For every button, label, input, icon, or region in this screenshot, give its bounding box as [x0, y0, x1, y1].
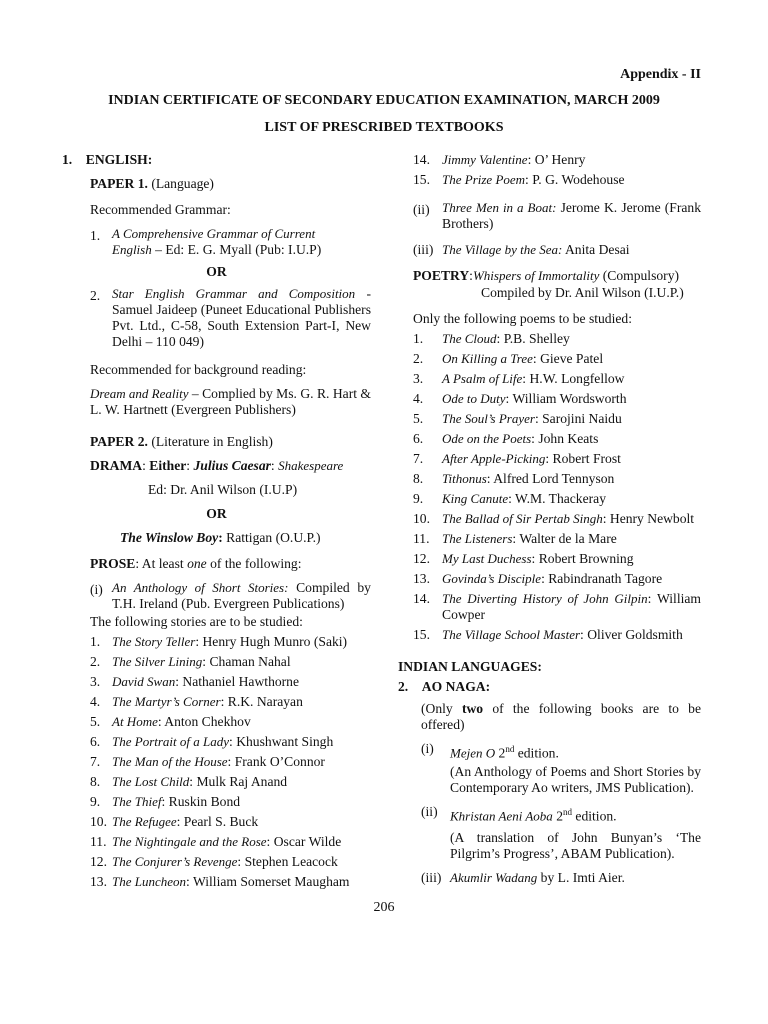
- list-text: Three Men in a Boat: Jerome K. Jerome (Frank Brothers): [442, 200, 701, 231]
- list-item: 4. The Martyr’s Corner: R.K. Narayan: [90, 694, 303, 709]
- ao-book-2-description: (A translation of John Bunyan’s ‘The Pilgrim’s Progress’, ABAM Publication).: [450, 830, 701, 862]
- list-number: (i): [90, 582, 103, 597]
- list-item: 7. The Man of the House: Frank O’Connor: [90, 754, 325, 769]
- list-item: 6. Ode on the Poets: John Keats: [413, 431, 599, 446]
- section-english-heading: [62, 150, 371, 170]
- document-title: INDIAN CERTIFICATE OF SECONDARY EDUCATION EXAMINATION, MARCH 2009: [108, 93, 660, 108]
- list-item: 5. The Soul’s Prayer: Sarojini Naidu: [413, 411, 622, 426]
- list-item: 8. Tithonus: Alfred Lord Tennyson: [413, 471, 615, 486]
- right-column: [398, 150, 701, 888]
- list-item: 1. The Cloud: P.B. Shelley: [413, 331, 570, 346]
- list-number: 2.: [90, 288, 101, 303]
- indian-languages-heading: INDIAN LANGUAGES:: [398, 659, 542, 674]
- section-number: 1.: [62, 152, 73, 167]
- winslow-line: The Winslow Boy: Rattigan (O.U.P.): [120, 530, 321, 545]
- list-item: 12. The Conjurer’s Revenge: Stephen Leacock: [90, 854, 338, 869]
- poetry-compiler: Compiled by Dr. Anil Wilson (I.U.P.): [481, 285, 684, 300]
- background-reading-label: Recommended for background reading:: [90, 362, 307, 377]
- grammar-item-1: [62, 226, 371, 258]
- list-text: Star English Grammar and Composition - Samuel Jaideep (Puneet Educational Publishers Pvt. Ltd., C-58, South Extension Part-I, New Delhi – 110 049): [112, 286, 371, 349]
- list-item: 11. The Nightingale and the Rose: Oscar Wilde: [90, 834, 342, 849]
- ao-naga-heading: 2. AO NAGA:: [398, 679, 491, 694]
- or-divider: OR: [206, 506, 227, 521]
- paper2-note: (Literature in English): [151, 434, 273, 449]
- background-reading-text: Dream and Reality – Complied by Ms. G. R. Hart & L. W. Hartnett (Evergreen Publishers): [90, 386, 371, 417]
- page-number: 206: [373, 900, 395, 915]
- prose-line: PROSE: At least one of the following:: [90, 556, 302, 571]
- list-item: 3. David Swan: Nathaniel Hawthorne: [90, 674, 300, 689]
- list-item: 9. The Thief: Ruskin Bond: [90, 794, 241, 809]
- list-item: 13. The Luncheon: William Somerset Maugham: [90, 874, 350, 889]
- recommended-grammar-label: Recommended Grammar:: [90, 202, 231, 217]
- ao-book-1-description: (An Anthology of Poems and Short Stories by Contemporary Ao writers, JMS Publication).: [450, 763, 701, 795]
- list-text: An Anthology of Short Stories: Compiled by T.H. Ireland (Pub. Evergreen Publications): [112, 580, 371, 611]
- list-item: 10. The Refugee: Pearl S. Buck: [90, 814, 259, 829]
- list-text: A Comprehensive Grammar of Current English – Ed: E. G. Myall (Pub: I.U.P): [112, 226, 322, 257]
- paper1-note: (Language): [151, 176, 214, 191]
- list-item: 6. The Portrait of a Lady: Khushwant Singh: [90, 734, 334, 749]
- list-item: 15. The Prize Poem: P. G. Wodehouse: [413, 172, 625, 187]
- list-item: 10. The Ballad of Sir Pertab Singh: Henry Newbolt: [413, 511, 695, 526]
- paper1-label: PAPER 1.: [90, 176, 148, 191]
- ao-book-2: (ii) Khristan Aeni Aoba 2nd edition.: [421, 803, 617, 824]
- list-item: 15. The Village School Master: Oliver Goldsmith: [413, 627, 683, 642]
- list-item: 8. The Lost Child: Mulk Raj Anand: [90, 774, 288, 789]
- prose-item-ii: [413, 200, 701, 232]
- list-text: The Village by the Sea: Anita Desai: [442, 242, 630, 257]
- list-item: 5. At Home: Anton Chekhov: [90, 714, 251, 729]
- paper1-heading: [62, 174, 371, 194]
- poetry-line: POETRY:Whispers of Immortality (Compulsory): [413, 268, 680, 283]
- list-item: 14. Jimmy Valentine: O’ Henry: [413, 152, 586, 167]
- document-subtitle: LIST OF PRESCRIBED TEXTBOOKS: [264, 120, 504, 135]
- prose-item-iii: [413, 240, 701, 260]
- grammar-item-2: [62, 286, 371, 350]
- drama-editor: Ed: Dr. Anil Wilson (I.U.P): [148, 482, 298, 497]
- list-item: 12. My Last Duchess: Robert Browning: [413, 551, 634, 566]
- left-column: [62, 150, 371, 892]
- anthology-item: [62, 580, 371, 612]
- paper2-label: PAPER 2.: [90, 434, 148, 449]
- list-item: 2. On Killing a Tree: Gieve Patel: [413, 351, 604, 366]
- or-divider: OR: [206, 264, 227, 279]
- paper2-heading: [62, 432, 371, 452]
- ao-book-3: (iii) Akumlir Wadang by L. Imti Aier.: [421, 870, 625, 886]
- section-title: ENGLISH:: [85, 152, 153, 167]
- poems-intro: Only the following poems to be studied:: [413, 311, 632, 326]
- list-number: 1.: [90, 228, 101, 243]
- list-item: 3. A Psalm of Life: H.W. Longfellow: [413, 371, 625, 386]
- list-item: 7. After Apple-Picking: Robert Frost: [413, 451, 621, 466]
- list-item: 1. The Story Teller: Henry Hugh Munro (Saki): [90, 634, 348, 649]
- stories-intro: The following stories are to be studied:: [90, 614, 303, 629]
- list-item: 4. Ode to Duty: William Wordsworth: [413, 391, 627, 406]
- ao-naga-note: (Only two of the following books are to be offered): [421, 701, 701, 732]
- list-item: 11. The Listeners: Walter de la Mare: [413, 531, 617, 546]
- appendix-label: Appendix - II: [620, 67, 701, 82]
- drama-line: DRAMA: Either: Julius Caesar: Shakespeare: [90, 458, 344, 473]
- list-item: 14. The Diverting History of John Gilpin: William Cowper: [413, 591, 701, 622]
- list-item: 9. King Canute: W.M. Thackeray: [413, 491, 606, 506]
- list-item: 2. The Silver Lining: Chaman Nahal: [90, 654, 291, 669]
- list-number: (iii): [413, 242, 434, 257]
- list-item: 13. Govinda’s Disciple: Rabindranath Tagore: [413, 571, 663, 586]
- list-number: (ii): [413, 202, 430, 217]
- ao-book-1: (i) Mejen O 2nd edition.: [421, 741, 559, 761]
